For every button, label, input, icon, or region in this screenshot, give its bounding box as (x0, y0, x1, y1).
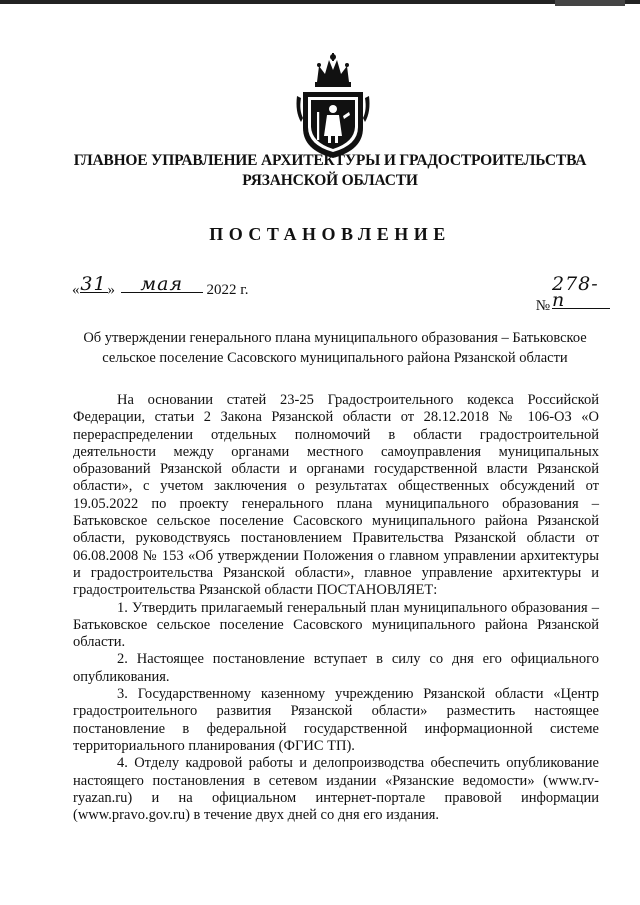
clause-2-paragraph: 2. Настоящее постановление вступает в силу со дня его официального опубликования. (73, 651, 599, 685)
document-body (73, 392, 599, 824)
date-close-quote: » (107, 282, 115, 298)
date-number-row (72, 272, 612, 314)
date-month-handwritten: мая (121, 276, 203, 293)
date-open-quote: « (72, 282, 80, 298)
coat-of-arms-icon (295, 52, 371, 160)
clause-1-paragraph: 1. Утвердить прилагаемый генеральный план муниципального образования – Батьковское сельское поселение Сасовского муниципального района Рязанской области. (73, 599, 599, 651)
date-day-handwritten: 31 (80, 273, 107, 295)
number-value-handwritten: 278-п (552, 276, 610, 309)
number-prefix: № (535, 298, 550, 314)
scan-top-mark (555, 0, 625, 6)
document-title: ПОСТАНОВЛЕНИЕ (209, 224, 451, 244)
organization-name-line2: РЯЗАНСКОЙ ОБЛАСТИ (242, 172, 418, 189)
date-year: 2022 г. (206, 282, 249, 298)
document-date (72, 273, 249, 299)
organization-name-line1: ГЛАВНОЕ УПРАВЛЕНИЕ АРХИТЕКТУРЫ И ГРАДОСТРОИТЕЛЬСТВА (73, 152, 587, 169)
document-number (535, 273, 610, 315)
document-subject: Об утверждении генерального плана муниципального образования – Батьковское сельское поселение Сасовского муниципального района Рязанской области (83, 330, 587, 366)
scan-top-border (0, 0, 640, 4)
clause-3-paragraph: 3. Государственному казенному учреждению Рязанской области «Центр градостроительного развития Рязанской области» разместить настоящее постановление в федеральной государственной информационной системе территориального планирования (ФГИС ТП). (73, 686, 599, 754)
preamble-paragraph: На основании статей 23-25 Градостроительного кодекса Российской Федерации, статьи 2 Закона Рязанской области от 28.12.2018 № 106-ОЗ «О перераспределении отдельных полномочий в области градостроительной деятельности между органами местного самоуправления муниципальных образований Рязанской области и органами государственной власти Рязанской области», с учетом заключения о результатах общественных обсуждений от 19.05.2022 по проекту генерального плана муниципального образования – Батьковское сельское поселение Сасовского муниципального района Рязанской области, руководствуясь постановлением Правительства Рязанской области от 06.08.2008 № 153 «Об утверждении Положения о главном управлении архитектуры и градостроительства Рязанской области», главное управление архитектуры и градостроительства Рязанской области ПОСТАНОВЛЯЕТ: (73, 392, 599, 599)
clause-4-paragraph: 4. Отделу кадровой работы и делопроизводства обеспечить опубликование настоящего постановления в сетевом издании «Рязанские ведомости» (www.rv-ryazan.ru) и на официальном интернет-портале правовой информации (www.pravo.gov.ru) в течение двух дней со дня его издания. (73, 755, 599, 824)
